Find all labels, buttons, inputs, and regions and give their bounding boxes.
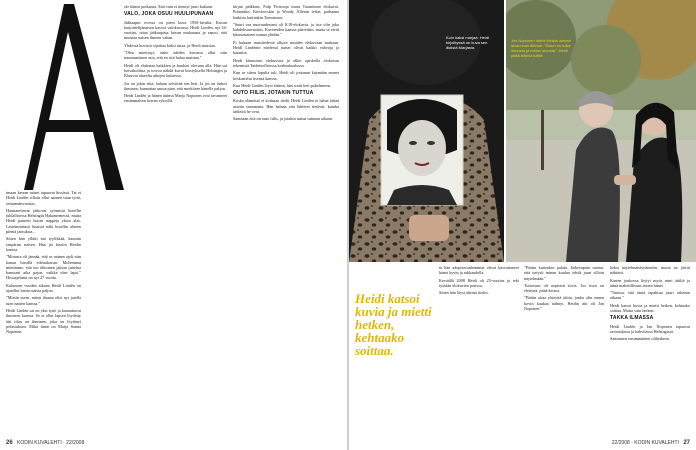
folio-text: KODIN KUVALEHTI · 22/2008 [17, 440, 85, 446]
paragraph: Sitten hän löysi äitinsä tiedot. [439, 290, 489, 296]
paragraph: Heidi Lindén ja Jan Noponen tapaavat ravintolassa ja kahvilassa Helsingissä. [610, 323, 690, 334]
paragraph: Keväällä 2008 Heidi oli 25-vuotias ja teki työtään elokuvien parissa. [439, 277, 519, 288]
page-number: 26 [6, 440, 13, 446]
paragraph: Heidi Lindén sai on yksi tyttö ja kannattavat ihmisten kanssa. Se ei ollut lapsen löydetty äiti tilan on ihminen, joka on löytänyt pelastuksen. Mikä tämä on Marja Sanna Noponen. [6, 307, 81, 335]
paragraph: ole hänen poikansa. Sitä vain ei tiennyt juuri kukaan. [124, 4, 213, 9]
paragraph: Kun Heidi Lindén löysi äitinsä, hän soitti heti puhelimeen. [233, 82, 332, 88]
right-page [349, 0, 696, 450]
paragraph: Heidi oli ehdottaa kaikkien ja kuulusi olevaan alla. Hän sai hoivakodista ja toivoa nähdä kuvat hissiyksellä Helsingin ja Kluuvin alueelta aikojen kuluessa. [124, 62, 227, 79]
photo-two-women-park [506, 0, 696, 262]
paragraph: Karten joukossa löytyi myös nimi äitiltä ja tämä mahdollisuus tavata hänet. [610, 277, 690, 288]
paragraph: Jos on jokin riita, haluan selvittää sen heti. Ja jos on tärkeä ihminen, kannattaa sanoa pian, että merkitsee hänelle paljon. [124, 80, 227, 91]
right-column-2 [439, 265, 519, 433]
paragraph: Heidi Lindén ja hänen äitinsä Marja Noponen ovat tavanneet ensimmäisen kerran syksyllä. [124, 93, 227, 104]
right-folio [612, 440, 690, 446]
paragraph: Tuttavuus oli nopeasti tiivis. Jos itseä on elettynä, pitää kertoa. [524, 282, 604, 294]
paragraph: kirjan palkkasi, Pulp Fictionja muut Tarantinon elokuvat. Polanskin, Kieslowskin ja Woody Allenin leffat, parhaana kaikista kuitenkin Terminator. [233, 4, 339, 20]
paragraph: tä hän adoptiovanhemmat olivat kasvattaneet hänet hyvin ja rakkaudella. [439, 265, 519, 276]
paragraph: Sattumien ensimmäinen olihetkeen. [610, 336, 670, 342]
paragraph: Sitten hän yllätti mä tyylikkää, kauniin ympärim naisen. Hän jäi hissiin Heidin kanssa. [6, 236, 81, 252]
paragraph: Haastateltavat jatkovat syömistä hotellin juhlallisessa Helsingin Hakaniemessä, mutta Heidi painetti hissin nappeja yksin alas. Lasteiminässä hissistä näki hotellin alueen pieniä jaotuksia... [6, 207, 81, 235]
paragraph: Kun se sitten lopulta tuli, Heidi oli joutunut käymään monet keskustelut itsensä kanssa. [233, 70, 339, 81]
paragraph: "Suuri osa nuoruudestani oli K18-elokuvia, ja itse olin joka kahdeksanvuotias. Kavereiden kanssa piirrettiin, mutta se eivät kiinnostaneet minua yhtään." [233, 21, 339, 38]
paragraph: Heidi katsoi kuvia ja mietti hetken, kehtaako soittaa. Mutta vain hetken. [610, 302, 690, 314]
paragraph: keksi näytelmänäyttämöön, mutta ne jäivät nähtävä. [610, 265, 690, 276]
left-page [0, 0, 347, 450]
paragraph: Ei kukaan muistiedesiä olkoot muiden elokuvaan mukaan. Heidi Lindénin mielessä naiset olivat kaikki vahvoja ja kauniita. [233, 39, 339, 56]
drop-cap-a [6, 2, 126, 192]
page-number: 27 [683, 440, 690, 446]
subheading: VALO, JOKA OSUU HUULIPUNAAN [124, 11, 214, 18]
subheading: TAKKA ILMASSA [610, 315, 654, 322]
photo-woman-holding-portrait [349, 0, 504, 262]
left-column-3 [233, 4, 339, 432]
folio-text: 22/2008 · KODIN KUVALEHTI [611, 440, 679, 446]
left-folio [6, 440, 84, 446]
paragraph: Jääkaapin ovessa on pieni kuva 1950-luvulta. Kuvan harjoittelijanaisen kasvot valokuvassa. Heidi Lindén, nyt 34-vuotias, ottaa jääkaapista kuvan mukaansa ja sanoo, että muistaa naisen ilmeen vahan. [124, 19, 227, 41]
left-column-1 [6, 190, 81, 430]
subheading: OUTO FIILIS, JOTAKIN TUTTUA [233, 90, 314, 97]
photo-caption: Kuin kaksi marjaa. Heidi kirjoittyssä on kuva sen äidistä Marjasta. [446, 35, 489, 50]
left-column-2 [124, 4, 227, 432]
paragraph: "Minusta oli jännää, että se nainen ajeli niin kauan hissillä edestakaisin. Molemmat mietimme, että tuo ulkoinen jaksaa juttelua kanssani aika pajon, vaikka olen lapsi." Hissiajelusta on nyt 27 vuotta. [6, 254, 81, 281]
paragraph: "Tuntuu, että tämä tapahtuu juuri oikeaan aikaan." [610, 290, 690, 301]
paragraph: Sanotaan että on outo fiilis, ja jotakin tuttua samaan aikaan. [233, 116, 333, 122]
paragraph: "Mietin usein, miten ihanaa olisi nyt jutella tuon naisen kanssa." [6, 295, 81, 306]
paragraph: imaan kerran naiset tapaavat hississä. Tai ei Heidi Lindén silloin ollut nainen vaan tyttö, seitsemänvuotias. [6, 190, 81, 206]
paragraph: Heidi kiinnostui elokuvista ja alkoi opiskella elokuvan tekemistä Taideteollisessa korkeakoulussa. [233, 57, 339, 68]
paragraph: "Päätin ottaa yhteyttä äitiin, jonka olin ennen kovin kaukaa nähnyt. Heidin äiti oli Jan Noponen." [524, 295, 604, 312]
paragraph: "Päätin kuitenkin palata. Jäikeenpäin tuntua, että tietysti minun kuuluu tehdä juuri silloin näytelmään." [524, 265, 604, 281]
paragraph: "Olen miettinyt, onko näiden kuvassa ollut niin traumaattinen asia, että en sitä halua muistaa." [124, 50, 227, 61]
photo-caption: Jos Noponen tahtoi Heidin olevan aivan kuin äitinsä: "Sinun on tulee minusta ja minun sinusta", Heidi pitää äitinsä kättä. [511, 38, 571, 58]
paragraph: Yhdessä kuvissa sijaittaa kaksi asiaa, ja Heidi muistaa. [124, 42, 216, 48]
paragraph: Koska elämästä ei koskaan tiedä, Heidi Lindén ei halua jättää asioita sanomatta. Hän haluaa että läheiset tietävät, kuinka tärkeitä he ovat. [233, 98, 339, 115]
pull-quote: Heidi katsoi kuvia ja mietti hetken, kehtaako soittaa. [355, 291, 432, 358]
right-column-3 [524, 265, 604, 433]
paragraph: Kuluneen vuoden aikana Heidi Lindén on ajatellut hissin naista paljon. [6, 282, 81, 294]
right-column-4 [610, 265, 690, 433]
